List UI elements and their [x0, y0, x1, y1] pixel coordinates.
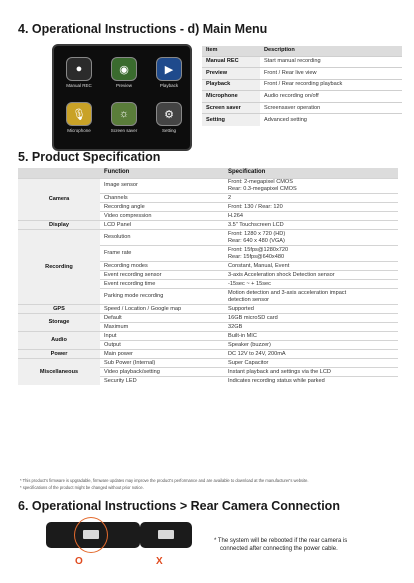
category-miscellaneous: Miscellaneous: [18, 359, 100, 385]
col-header-specification: Specification: [224, 168, 398, 178]
rear-camera-note: [214, 537, 347, 553]
function-cell: Channels: [100, 194, 224, 203]
function-cell: Frame rate: [100, 246, 224, 262]
description-cell: Screensaver operation: [260, 102, 402, 114]
main-menu-table: [202, 46, 402, 126]
function-cell: LCD Panel: [100, 221, 224, 230]
category-power: Power: [18, 350, 100, 359]
function-cell: Sub Power (Internal): [100, 359, 224, 368]
table-row: [18, 332, 398, 341]
section-6-title: 6. Operational Instructions > Rear Camera Connection: [18, 499, 340, 513]
spec-cell: Instant playback and settings via the LCD: [224, 368, 398, 377]
note-line: connected after connecting the power cable.: [220, 546, 338, 553]
spec-cell: 32GB: [224, 323, 398, 332]
spec-cell: [224, 246, 398, 262]
spec-cell: Speaker (buzzer): [224, 341, 398, 350]
category-storage: Storage: [18, 314, 100, 332]
function-cell: Speed / Location / Google map: [100, 305, 224, 314]
table-row: [18, 314, 398, 323]
menu-item-setting[interactable]: [154, 102, 184, 133]
menu-item-playback[interactable]: [154, 57, 184, 88]
spec-cell: Front: 130 / Rear: 120: [224, 203, 398, 212]
item-cell: Playback: [202, 79, 260, 91]
col-header-function: Function: [100, 168, 224, 178]
function-cell: Event recording time: [100, 280, 224, 289]
table-row: [202, 114, 402, 126]
function-cell: Output: [100, 341, 224, 350]
footnote-specifications: * specifications of the product might be changed without prior notice.: [20, 485, 144, 490]
col-header-item: Item: [202, 46, 260, 56]
menu-item-microphone[interactable]: [64, 102, 94, 133]
spec-cell: Supported: [224, 305, 398, 314]
table-row: [18, 350, 398, 359]
spec-cell: Super Capacitor: [224, 359, 398, 368]
playback-icon: ▶: [156, 57, 182, 81]
menu-item-preview[interactable]: [109, 57, 139, 88]
menu-item-label: Playback: [159, 83, 179, 88]
spec-cell: 2: [224, 194, 398, 203]
spec-line: detection sensor: [228, 296, 270, 303]
menu-item-screen-saver[interactable]: [109, 102, 139, 133]
col-header-category: [18, 168, 100, 178]
menu-item-manual-rec[interactable]: [64, 57, 94, 88]
spec-cell: 16GB microSD card: [224, 314, 398, 323]
col-header-description: Description: [260, 46, 402, 56]
table-row: [202, 91, 402, 103]
spec-cell: 3.5" Touchscreen LCD: [224, 221, 398, 230]
spec-cell: 3-axis Acceleration shock Detection sensor: [224, 271, 398, 280]
function-cell: Video playback/setting: [100, 368, 224, 377]
function-cell: Resolution: [100, 230, 224, 246]
category-gps: GPS: [18, 305, 100, 314]
menu-item-label: Preview: [115, 83, 132, 88]
item-cell: Preview: [202, 68, 260, 80]
spec-cell: [224, 178, 398, 194]
table-row: [18, 178, 398, 194]
category-recording: Recording: [18, 230, 100, 305]
function-cell: Maximum: [100, 323, 224, 332]
microphone-icon: 🎙: [66, 102, 92, 126]
spec-line: Rear: 0.3-megapixel CMOS: [228, 185, 297, 192]
function-cell: Recording angle: [100, 203, 224, 212]
spec-cell: -15sec ~ + 15sec: [224, 280, 398, 289]
function-cell: Image sensor: [100, 178, 224, 194]
function-cell: Main power: [100, 350, 224, 359]
spec-cell: Constant, Manual, Event: [224, 262, 398, 271]
table-row: [18, 221, 398, 230]
note-line: * The system will be rebooted if the rear camera is: [214, 538, 348, 544]
record-icon: ●: [66, 57, 92, 81]
function-cell: Recording modes: [100, 262, 224, 271]
item-cell: Manual REC: [202, 56, 260, 68]
function-cell: Default: [100, 314, 224, 323]
description-cell: Start manual recording: [260, 56, 402, 68]
description-cell: Front / Rear recording playback: [260, 79, 402, 91]
spec-cell: [224, 289, 398, 305]
table-row: [202, 56, 402, 68]
menu-item-label: Microphone: [67, 128, 91, 133]
function-cell: Security LED: [100, 377, 224, 385]
category-display: Display: [18, 221, 100, 230]
item-cell: Microphone: [202, 91, 260, 103]
section-5-title: 5. Product Specification: [18, 150, 161, 164]
menu-item-label: Setting: [161, 128, 176, 133]
function-cell: Parking mode recording: [100, 289, 224, 305]
function-cell: Input: [100, 332, 224, 341]
spec-line: Rear: 15fps@640x480: [228, 253, 285, 260]
spec-line: Rear: 640 x 480 (VGA): [228, 237, 285, 244]
item-cell: Screen saver: [202, 102, 260, 114]
category-camera: Camera: [18, 178, 100, 221]
spec-line: Motion detection and 3-axis acceleration impact: [228, 289, 347, 296]
setting-icon: ⚙: [156, 102, 182, 126]
wrong-mark: X: [156, 556, 163, 567]
product-spec-table: [18, 168, 398, 385]
table-row: [18, 230, 398, 246]
spec-cell: Built-in MIC: [224, 332, 398, 341]
correct-mark: O: [75, 556, 83, 567]
category-audio: Audio: [18, 332, 100, 350]
table-row: [202, 68, 402, 80]
function-cell: Event recording sensor: [100, 271, 224, 280]
menu-item-label: Screen saver: [110, 128, 138, 133]
main-menu-screen: [52, 44, 192, 151]
description-cell: Advanced setting: [260, 114, 402, 126]
footnote-firmware: * This product's firmware is upgradable, firmware updates may improve the product's performance and are available to download at the manufacturer's website.: [20, 478, 309, 483]
description-cell: Audio recording on/off: [260, 91, 402, 103]
spec-line: Front: 15fps@1280x720: [228, 246, 289, 253]
spec-cell: DC 12V to 24V, 200mA: [224, 350, 398, 359]
spec-cell: [224, 230, 398, 246]
preview-icon: ◉: [111, 57, 137, 81]
table-row: [18, 359, 398, 368]
screen-saver-icon: ☼: [111, 102, 137, 126]
spec-line: Front: 2-megapixel CMOS: [228, 179, 293, 185]
camera-label-sticker: [158, 530, 174, 539]
item-cell: Setting: [202, 114, 260, 126]
function-cell: Video compression: [100, 212, 224, 221]
camera-label-sticker: [83, 530, 99, 539]
section-4-title: 4. Operational Instructions - d) Main Menu: [18, 22, 268, 36]
description-cell: Front / Rear live view: [260, 68, 402, 80]
table-row: [202, 102, 402, 114]
table-row: [202, 79, 402, 91]
table-row: [18, 305, 398, 314]
menu-item-label: Manual REC: [66, 83, 92, 88]
spec-cell: H.264: [224, 212, 398, 221]
spec-line: Front: 1280 x 720 (HD): [228, 230, 286, 237]
spec-cell: Indicates recording status while parked: [224, 377, 398, 385]
